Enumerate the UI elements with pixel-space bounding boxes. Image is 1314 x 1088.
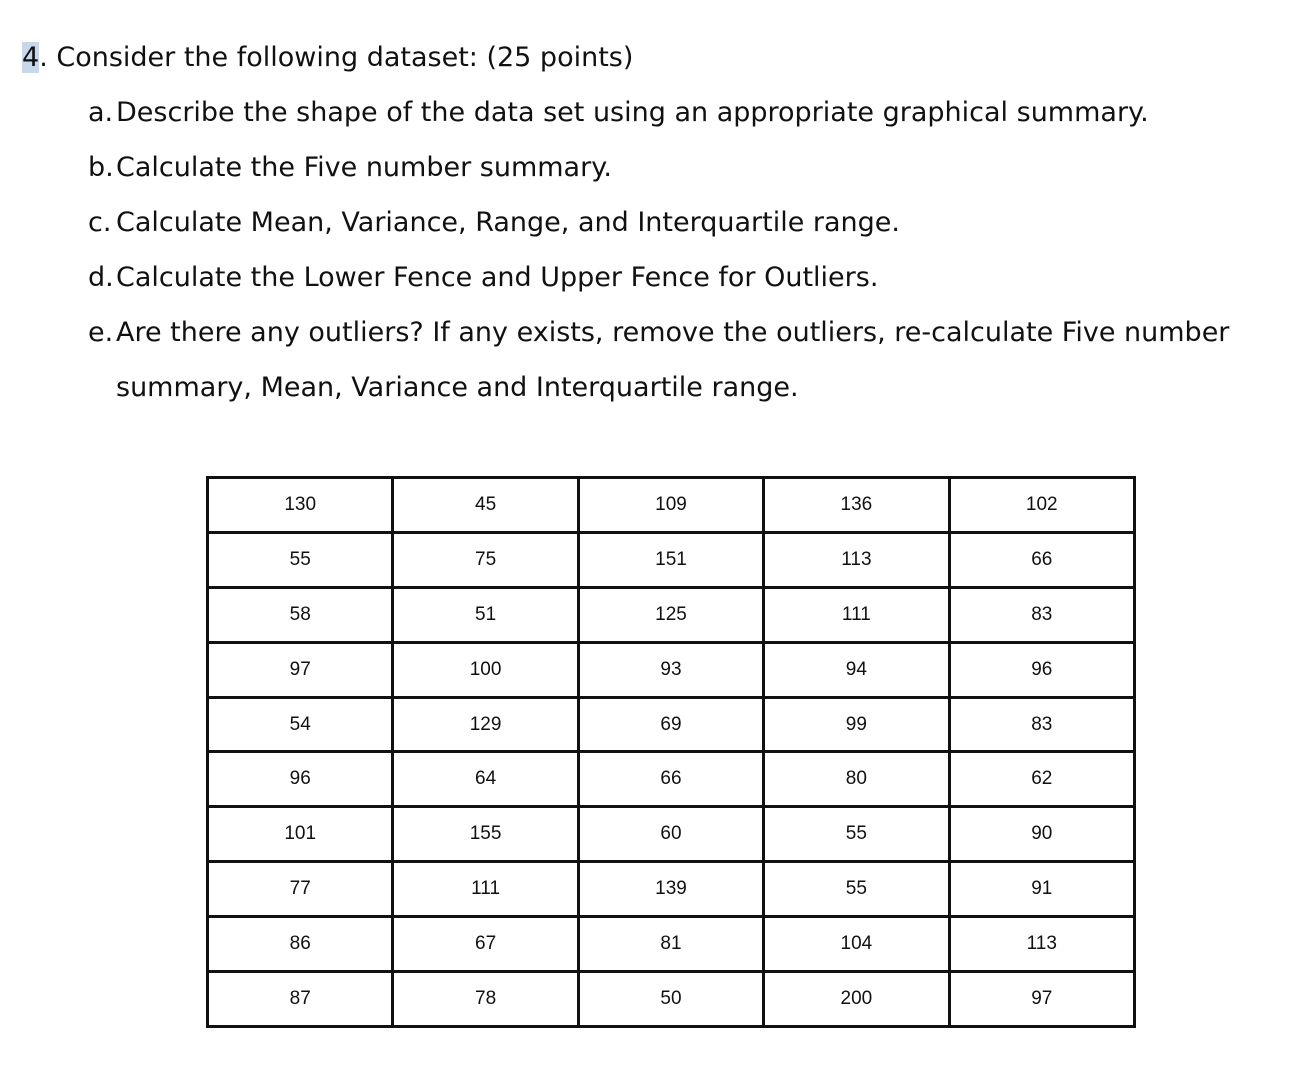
table-cell: 66	[578, 752, 763, 807]
subquestion-b-text: Calculate the Five number summary.	[116, 152, 612, 183]
table-cell: 45	[393, 478, 578, 533]
table-row	[208, 587, 1135, 642]
subquestion-b	[88, 148, 612, 188]
table-cell: 109	[578, 478, 763, 533]
table-cell: 139	[578, 862, 763, 917]
table-cell: 83	[949, 697, 1134, 752]
subquestion-d-text: Calculate the Lower Fence and Upper Fence for Outliers.	[116, 262, 879, 293]
table-row	[208, 917, 1135, 972]
table-cell: 62	[949, 752, 1134, 807]
table-cell: 66	[949, 532, 1134, 587]
table-cell: 55	[208, 532, 393, 587]
table-cell: 94	[764, 642, 949, 697]
table-cell: 54	[208, 697, 393, 752]
table-cell: 113	[949, 917, 1134, 972]
table-cell: 200	[764, 972, 949, 1027]
subquestion-d	[88, 258, 878, 298]
table-row	[208, 752, 1135, 807]
table-row	[208, 972, 1135, 1027]
table-cell: 67	[393, 917, 578, 972]
subquestion-a	[88, 93, 1149, 133]
table-row	[208, 697, 1135, 752]
table-cell: 50	[578, 972, 763, 1027]
subquestion-e-letter: e.	[88, 317, 114, 348]
table-cell: 83	[949, 587, 1134, 642]
table-row	[208, 807, 1135, 862]
table-cell: 55	[764, 862, 949, 917]
dataset-table	[206, 476, 1136, 1028]
table-cell: 155	[393, 807, 578, 862]
question-number: 4	[22, 42, 40, 73]
table-cell: 102	[949, 478, 1134, 533]
table-cell: 69	[578, 697, 763, 752]
question-title-text: . Consider the following dataset: (25 points)	[39, 42, 634, 73]
table-cell: 60	[578, 807, 763, 862]
table-cell: 151	[578, 532, 763, 587]
table-cell: 136	[764, 478, 949, 533]
table-cell: 87	[208, 972, 393, 1027]
table-row	[208, 478, 1135, 533]
table-cell: 86	[208, 917, 393, 972]
table-cell: 93	[578, 642, 763, 697]
subquestion-e-text: Are there any outliers? If any exists, remove the outliers, re-calculate Five number	[116, 317, 1230, 348]
table-cell: 96	[949, 642, 1134, 697]
table-row	[208, 862, 1135, 917]
table-cell: 104	[764, 917, 949, 972]
dataset-table-body	[208, 478, 1135, 1027]
table-cell: 80	[764, 752, 949, 807]
table-cell: 129	[393, 697, 578, 752]
subquestion-b-letter: b.	[88, 152, 114, 183]
subquestion-a-letter: a.	[88, 97, 114, 128]
table-cell: 97	[208, 642, 393, 697]
table-cell: 91	[949, 862, 1134, 917]
table-cell: 97	[949, 972, 1134, 1027]
subquestion-e	[88, 313, 1229, 353]
table-cell: 113	[764, 532, 949, 587]
table-row	[208, 642, 1135, 697]
question-title	[22, 38, 633, 78]
subquestion-c	[88, 203, 900, 243]
subquestion-e-continuation: summary, Mean, Variance and Interquartile range.	[116, 372, 799, 403]
table-cell: 75	[393, 532, 578, 587]
subquestion-a-text: Describe the shape of the data set using an appropriate graphical summary.	[116, 97, 1149, 128]
table-cell: 100	[393, 642, 578, 697]
table-cell: 58	[208, 587, 393, 642]
subquestion-c-text: Calculate Mean, Variance, Range, and Interquartile range.	[116, 207, 901, 238]
table-cell: 96	[208, 752, 393, 807]
table-cell: 51	[393, 587, 578, 642]
table-cell: 125	[578, 587, 763, 642]
subquestion-c-letter: c.	[88, 207, 112, 238]
table-cell: 55	[764, 807, 949, 862]
table-cell: 78	[393, 972, 578, 1027]
table-cell: 111	[393, 862, 578, 917]
table-row	[208, 532, 1135, 587]
table-cell: 64	[393, 752, 578, 807]
table-cell: 99	[764, 697, 949, 752]
table-cell: 101	[208, 807, 393, 862]
table-cell: 81	[578, 917, 763, 972]
table-cell: 111	[764, 587, 949, 642]
table-cell: 130	[208, 478, 393, 533]
table-cell: 77	[208, 862, 393, 917]
table-cell: 90	[949, 807, 1134, 862]
subquestion-d-letter: d.	[88, 262, 114, 293]
